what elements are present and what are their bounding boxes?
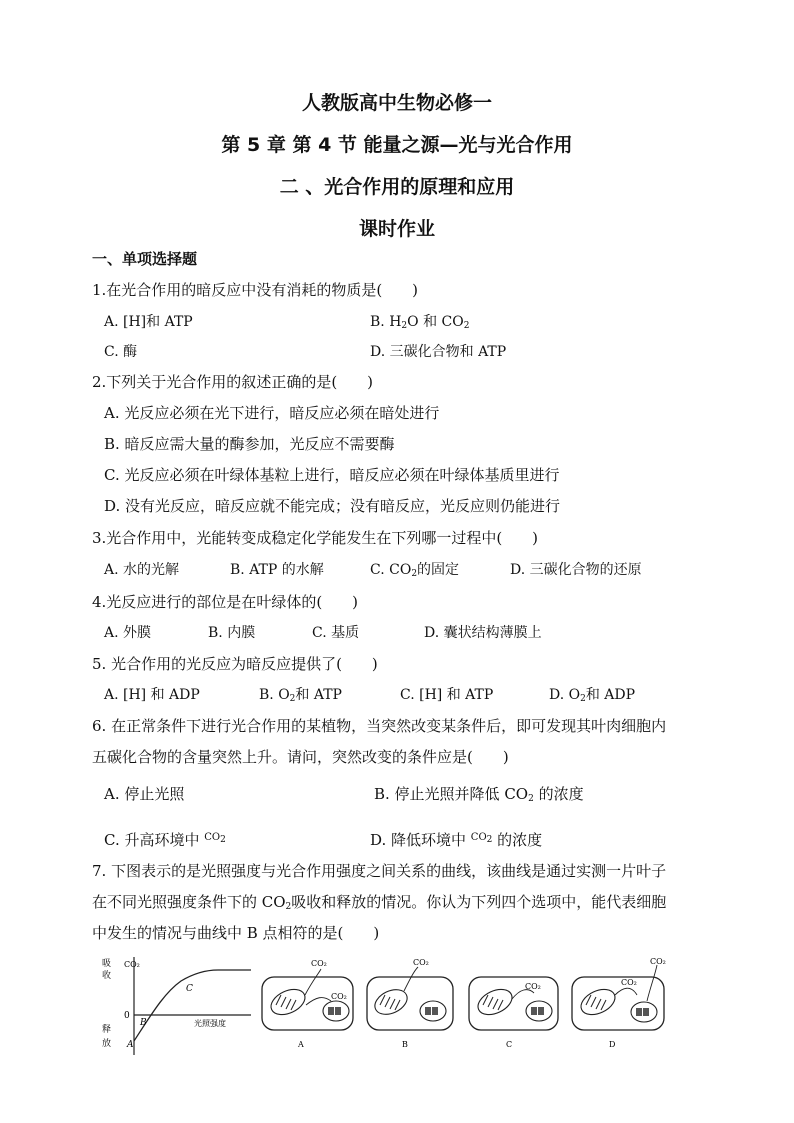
question-7-stem-line-3: 中发生的情况与曲线中 B 点相符的是( ) xyxy=(92,924,380,942)
cell-panel-a xyxy=(262,959,353,1049)
question-6-stem-line-1: 6. 在正常条件下进行光合作用的某植物，当突然改变某条件后，即可发现其叶肉细胞内 xyxy=(92,717,667,735)
co2-label: CO₂ xyxy=(311,959,327,968)
cell-panel-c xyxy=(469,977,558,1049)
question-5-option-d: D. $O_2$和 ADP xyxy=(549,687,636,704)
curve-point-b-label: B xyxy=(140,1018,147,1028)
question-1-option-a: A. [H]和 ATP xyxy=(104,314,193,330)
question-6-option-b: B. 停止光照并降低 $CO_2$ 的浓度 xyxy=(374,785,584,804)
origin-label: 0 xyxy=(124,1011,130,1021)
question-4-option-c: C. 基质 xyxy=(312,625,360,641)
question-4-stem: 4.光反应进行的部位是在叶绿体的( ) xyxy=(92,593,359,611)
panel-label-d: D xyxy=(609,1040,616,1049)
panel-label-b: B xyxy=(402,1040,408,1049)
question-5-option-c: C. [H] 和 ATP xyxy=(400,687,494,703)
question-3-stem: 3.光合作用中，光能转变成稳定化学能发生在下列哪一过程中( ) xyxy=(92,529,539,547)
co2-label: CO₂ xyxy=(413,958,429,967)
chloroplast-icon xyxy=(267,984,309,1019)
y-axis-co2-label: CO₂ xyxy=(124,960,140,969)
panel-label-c: C xyxy=(506,1040,513,1049)
question-7-stem-line-2: 在不同光照强度条件下的 $CO_2$吸收和释放的情况。你认为下列四个选项中，能代表细胞 xyxy=(92,893,667,912)
question-3-option-d: D. 三碳化合物的还原 xyxy=(510,562,642,578)
co2-label: CO₂ xyxy=(331,992,347,1001)
question-2-option-c: C. 光反应必须在叶绿体基粒上进行，暗反应必须在叶绿体基质里进行 xyxy=(104,466,560,484)
chapter-title: 第 5 章 第 4 节 能量之源—光与光合作用 xyxy=(221,134,573,156)
y-axis-label-release-1: 释 xyxy=(102,1025,112,1035)
question-3-option-b: B. ATP 的水解 xyxy=(230,562,324,578)
question-3-option-a: A. 水的光解 xyxy=(104,562,180,578)
question-6-option-a: A. 停止光照 xyxy=(104,785,185,803)
cell-panel-b xyxy=(367,958,453,1049)
question-5-stem: 5. 光合作用的光反应为暗反应提供了( ) xyxy=(92,655,378,673)
question-1-option-b: B. $H_2O$ 和 $CO_2$ xyxy=(370,314,470,331)
cell-panel-d xyxy=(572,957,666,1049)
chloroplast-icon xyxy=(371,985,411,1019)
question-2-option-a: A. 光反应必须在光下进行，暗反应必须在暗处进行 xyxy=(104,404,440,422)
y-axis-label-absorb-2: 收 xyxy=(102,971,112,981)
question-2-option-d: D. 没有光反应，暗反应就不能完成；没有暗反应，光反应则仍能进行 xyxy=(104,497,561,515)
co2-label: CO₂ xyxy=(525,982,541,991)
light-curve-graph xyxy=(102,957,251,1055)
question-1-stem: 1.在光合作用的暗反应中没有消耗的物质是( ) xyxy=(92,281,419,299)
question-5-option-b: B. $O_2$和 ATP xyxy=(259,687,342,704)
y-axis-label-release-2: 放 xyxy=(102,1039,112,1049)
curve-point-a-label: A xyxy=(127,1040,134,1050)
x-axis-label: 光照强度 xyxy=(194,1019,226,1028)
panel-label-a: A xyxy=(298,1040,304,1049)
question-6-option-c: C. 升高环境中 $^{CO_2}$ xyxy=(104,831,226,849)
question-4-option-b: B. 内膜 xyxy=(208,625,256,641)
light-curve xyxy=(134,970,251,1041)
question-6-option-d: D. 降低环境中 $^{CO_2}$ 的浓度 xyxy=(370,831,543,849)
question-2-stem: 2.下列关于光合作用的叙述正确的是( ) xyxy=(92,373,374,391)
textbook-title: 人教版高中生物必修一 xyxy=(301,92,492,114)
chloroplast-icon xyxy=(577,984,619,1019)
co2-label: CO₂ xyxy=(650,957,666,966)
question-7-stem-line-1: 7. 下图表示的是光照强度与光合作用强度之间关系的曲线，该曲线是通过实测一片叶子 xyxy=(92,862,667,880)
y-axis-label-absorb-1: 吸 xyxy=(102,959,112,969)
chloroplast-icon xyxy=(474,984,516,1019)
question-6-stem-line-2: 五碳化合物的含量突然上升。请问，突然改变的条件应是( ) xyxy=(92,748,509,766)
homework-title: 课时作业 xyxy=(358,218,435,240)
question-4-option-d: D. 囊状结构薄膜上 xyxy=(424,625,542,641)
question-2-option-b: B. 暗反应需大量的酶参加，光反应不需要酶 xyxy=(104,435,395,453)
section-heading-single-choice: 一、单项选择题 xyxy=(92,250,198,268)
curve-point-c-label: C xyxy=(186,984,193,994)
co2-label: CO₂ xyxy=(621,978,637,987)
question-4-option-a: A. 外膜 xyxy=(104,625,152,641)
question-5-option-a: A. [H] 和 ADP xyxy=(104,687,200,703)
question-3-option-c: C. $CO_2$的固定 xyxy=(370,562,460,579)
question-1-option-c: C. 酶 xyxy=(104,344,138,360)
question-7-figure xyxy=(96,955,696,1060)
question-1-option-d: D. 三碳化合物和 ATP xyxy=(370,344,507,360)
section-title: 二 、光合作用的原理和应用 xyxy=(279,176,515,198)
